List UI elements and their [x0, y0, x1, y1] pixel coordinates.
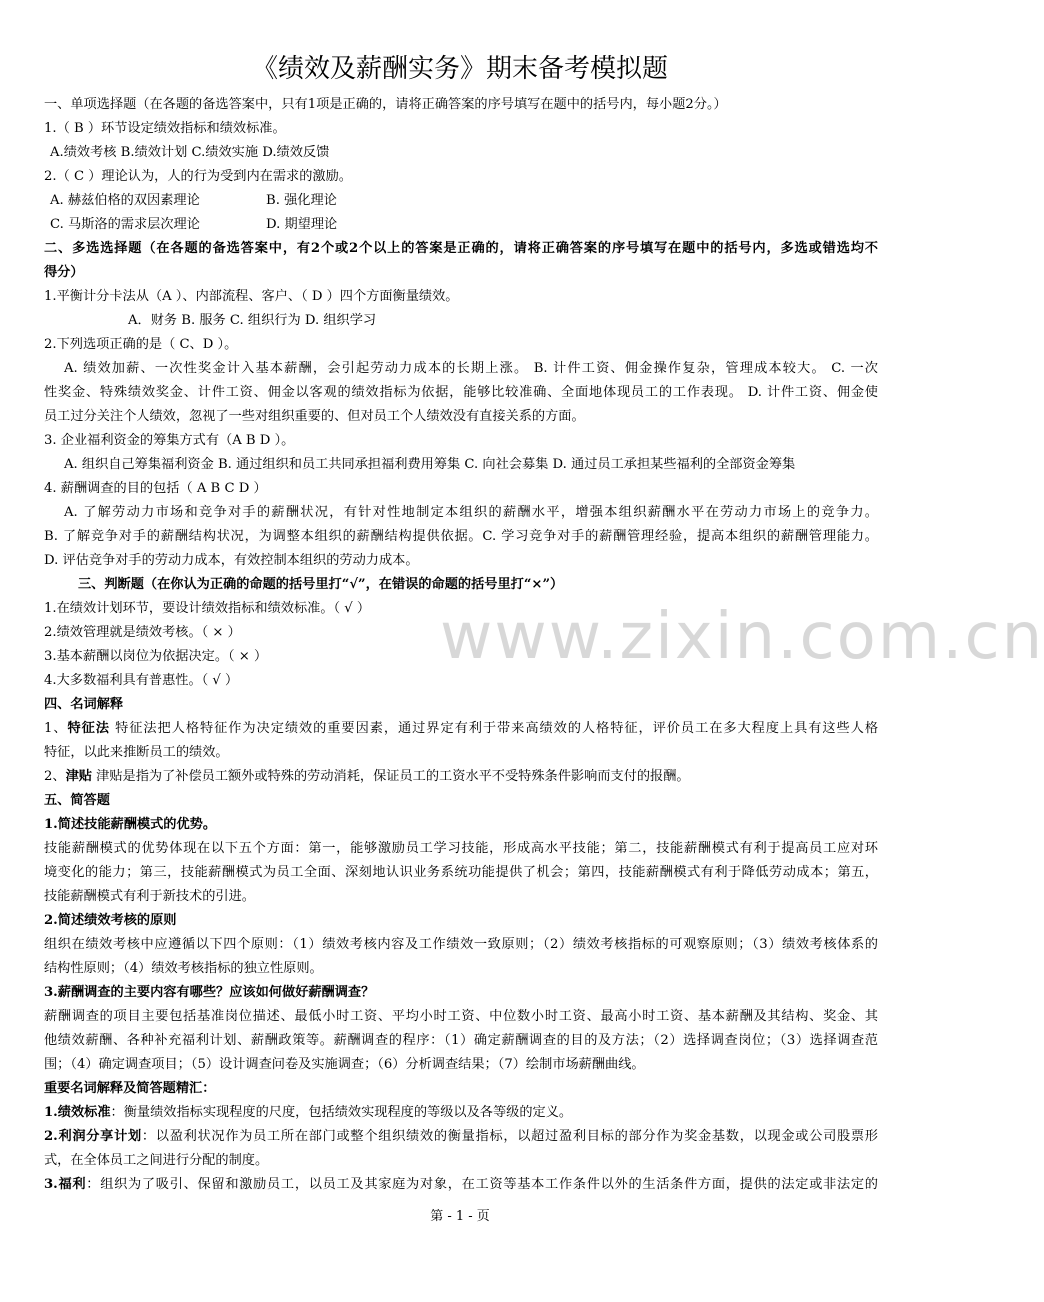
s4-term-1-text: 特征法把人格特征作为决定绩效的重要因素，通过界定有利于带来高绩效的人格特征，评价员工在多大程度上具有这些人格 — [109, 721, 879, 736]
s1-q2-option-b: B. 强化理论 — [266, 193, 337, 208]
section-3-heading: 三、判断题（在你认为正确的命题的括号里打“√”，在错误的命题的括号里打“×”） — [78, 577, 564, 592]
section-1-heading: 一、单项选择题（在各题的备选答案中，只有1项是正确的，请将正确答案的序号填写在题中的括号内，每小题2分。） — [44, 97, 727, 112]
s3-question-4: 4.大多数福利具有普惠性。（ √ ） — [44, 673, 239, 688]
s4-term-1-line-2: 特征，以此来推断员工的绩效。 — [44, 745, 229, 760]
s6-item-1-term: 1.绩效标准 — [44, 1105, 111, 1120]
s2-question-1-options: A．财务 B. 服务 C. 组织行为 D. 组织学习 — [128, 313, 377, 328]
s2-question-4-line-1: A. 了解劳动力市场和竞争对手的薪酬状况，有针对性地制定本组织的薪酬水平，增强本组织薪酬水平在劳动力市场上的竞争力。 — [64, 505, 878, 520]
s6-item-1 — [44, 1101, 878, 1125]
s4-term-2-text: 津贴是指为了补偿员工额外或特殊的劳动消耗，保证员工的工资水平不受特殊条件影响而支付的报酬。 — [91, 769, 690, 784]
s5-answer-1-line-3: 技能薪酬模式有利于新技术的引进。 — [44, 889, 255, 904]
s4-term-2-name: 津贴 — [65, 769, 92, 784]
s5-answer-3-line-1: 薪酬调查的项目主要包括基准岗位描述、最低小时工资、平均小时工资、中位数小时工资、最高小时工资、基本薪酬及其结构、奖金、其 — [44, 1009, 878, 1024]
s5-answer-1-line-1: 技能薪酬模式的优势体现在以下五个方面：第一，能够激励员工学习技能，形成高水平技能；第二，技能薪酬模式有利于提高员工应对环 — [44, 841, 878, 856]
s6-item-2-text: ：以盈利状况作为员工所在部门或整个组织绩效的衡量指标，以超过盈利目标的部分作为奖金基数，以现金或公司股票形 — [141, 1129, 878, 1144]
s6-item-3-line-1 — [44, 1173, 878, 1197]
s6-item-2-term: 2.利润分享计划 — [44, 1129, 142, 1144]
s5-question-2: 2.简述绩效考核的原则 — [44, 913, 177, 928]
page-title: 《绩效及薪酬实务》期末备考模拟题 — [251, 54, 668, 84]
s2-question-1: 1.平衡计分卡法从（A ）、内部流程、客户、（ D ）四个方面衡量绩效。 — [44, 289, 459, 304]
section-6-heading: 重要名词解释及简答题精汇： — [44, 1081, 216, 1096]
watermark: www.zixin.com.cn — [440, 600, 1044, 674]
s2-question-2: 2.下列选项正确的是（ C、D ）。 — [44, 337, 238, 352]
s2-question-3: 3. 企业福利资金的筹集方式有（A B D ）。 — [44, 433, 295, 448]
s6-item-1-text: ：衡量绩效指标实现程度的尺度，包括绩效实现程度的等级以及各等级的定义。 — [110, 1105, 573, 1120]
s1-question-1: 1.（ B ）环节设定绩效指标和绩效标准。 — [44, 121, 286, 136]
s5-answer-3-line-3: 围；（4）确定调查项目；（5）设计调查问卷及实施调查；（6）分析调查结果；（7）绘制市场薪酬曲线。 — [44, 1057, 645, 1072]
s4-term-2-number: 2、 — [44, 769, 66, 784]
s2-question-2-line-2: 性奖金、特殊绩效奖金、计件工资、佣金以客观的绩效指标为依据，能够比较准确、全面地体现员工的工作表现。 D. 计件工资、佣金使 — [44, 385, 878, 400]
s5-answer-1-line-2: 境变化的能力；第三，技能薪酬模式为员工全面、深刻地认识业务系统功能提供了机会；第四，技能薪酬模式有利于降低劳动成本；第五， — [44, 865, 878, 880]
s6-item-3-text: ：组织为了吸引、保留和激励员工，以员工及其家庭为对象，在工资等基本工作条件以外的生活条件方面，提供的法定或非法定的 — [86, 1177, 878, 1192]
s5-answer-2-line-1: 组织在绩效考核中应遵循以下四个原则：（1）绩效考核内容及工作绩效一致原则；（2）绩效考核指标的可观察原则；（3）绩效考核体系的 — [44, 937, 878, 952]
s1-question-1-options: A.绩效考核 B.绩效计划 C.绩效实施 D.绩效反馈 — [50, 145, 330, 160]
section-2-heading: 二、多选选择题（在各题的备选答案中，有2个或2个以上的答案是正确的，请将正确答案的序号填写在题中的括号内，多选或错选均不 — [44, 241, 878, 256]
s6-item-2-line-1 — [44, 1125, 878, 1149]
s2-question-4: 4. 薪酬调查的目的包括（ A B C D ） — [44, 481, 267, 496]
page-number-footer: 第 - 1 - 页 — [430, 1209, 490, 1224]
s4-term-1-name: 特征法 — [67, 721, 110, 736]
s6-item-2-line-2: 式，在全体员工之间进行分配的制度。 — [44, 1153, 269, 1168]
s5-question-1: 1.简述技能薪酬模式的优势。 — [44, 817, 217, 832]
s2-question-4-line-2: B. 了解竞争对手的薪酬结构状况，为调整本组织的薪酬结构提供依据。C. 学习竞争对手的薪酬管理经验，提高本组织的薪酬管理能力。 — [44, 529, 878, 544]
s1-q2-option-d: D. 期望理论 — [266, 217, 338, 232]
s4-term-1-line-1 — [44, 717, 878, 741]
s3-question-3: 3.基本薪酬以岗位为依据决定。（ × ） — [44, 649, 268, 664]
s1-q2-option-c: C. 马斯洛的需求层次理论 — [50, 217, 200, 232]
s1-q2-option-a: A. 赫兹伯格的双因素理论 — [50, 193, 200, 208]
section-5-heading: 五、简答题 — [44, 793, 110, 808]
section-4-heading: 四、名词解释 — [44, 697, 124, 712]
s3-question-2: 2.绩效管理就是绩效考核。（ × ） — [44, 625, 241, 640]
s6-item-3-term: 3.福利 — [44, 1177, 87, 1192]
s5-question-3: 3.薪酬调查的主要内容有哪些？应该如何做好薪酬调查？ — [44, 985, 375, 1000]
s5-answer-3-line-2: 他绩效薪酬、各种补充福利计划、薪酬政策等。薪酬调查的程序：（1）确定薪酬调查的目的及方法；（2）选择调查岗位；（3）选择调查范 — [44, 1033, 878, 1048]
s4-term-1-number: 1、 — [44, 721, 68, 736]
s3-question-1: 1.在绩效计划环节，要设计绩效指标和绩效标准。（ √ ） — [44, 601, 371, 616]
s4-term-2 — [44, 765, 878, 789]
section-2-heading-cont: 得分） — [44, 265, 84, 280]
s2-question-3-options: A. 组织自己筹集福利资金 B. 通过组织和员工共同承担福利费用筹集 C. 向社会募集 D. 通过员工承担某些福利的全部资金筹集 — [64, 457, 796, 472]
s2-question-2-line-1: A. 绩效加薪、一次性奖金计入基本薪酬，会引起劳动力成本的长期上涨。 B. 计件工资、佣金操作复杂，管理成本较大。 C. 一次 — [64, 361, 878, 376]
s2-question-4-line-3: D. 评估竞争对手的劳动力成本，有效控制本组织的劳动力成本。 — [44, 553, 419, 568]
s5-answer-2-line-2: 结构性原则；（4）绩效考核指标的独立性原则。 — [44, 961, 323, 976]
s1-question-2: 2.（ C ）理论认为，人的行为受到内在需求的激励。 — [44, 169, 352, 184]
s2-question-2-line-3: 员工过分关注个人绩效，忽视了一些对组织重要的、但对员工个人绩效没有直接关系的方面。 — [44, 409, 585, 424]
